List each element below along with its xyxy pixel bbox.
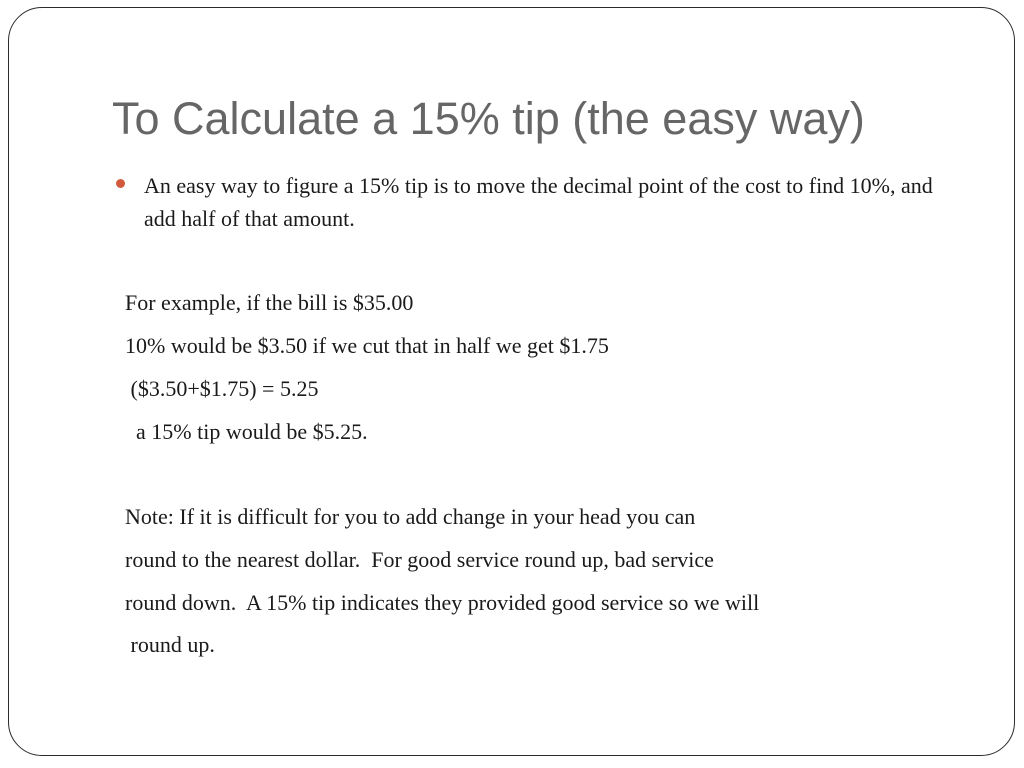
example-line: ($3.50+$1.75) = 5.25 xyxy=(125,376,319,401)
note-line: round up. xyxy=(125,632,215,657)
bullet-text: An easy way to figure a 15% tip is to move the decimal point of the cost to find 10%, and add half of that amount. xyxy=(144,173,933,231)
note-line: round down. A 15% tip indicates they provided good service so we will xyxy=(125,590,760,615)
slide-title: To Calculate a 15% tip (the easy way) xyxy=(112,93,865,144)
example-line: 10% would be $3.50 if we cut that in half we get $1.75 xyxy=(125,333,609,358)
note-line: round to the nearest dollar. For good service round up, bad service xyxy=(125,547,714,572)
example-line: For example, if the bill is $35.00 xyxy=(125,290,414,315)
note-line: Note: If it is difficult for you to add change in your head you can xyxy=(125,504,696,529)
bullet-dot-icon xyxy=(116,179,125,188)
example-line: a 15% tip would be $5.25. xyxy=(125,419,368,444)
